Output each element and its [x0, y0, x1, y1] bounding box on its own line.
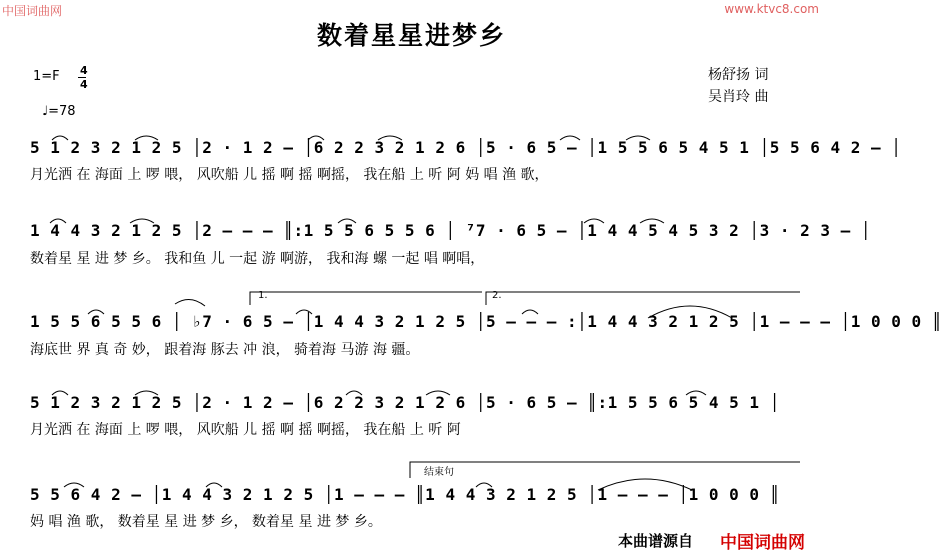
tempo-mark: ♩=78: [42, 104, 76, 119]
lyrics-row-3: 海底世 界 真 奇 妙， 跟着海 豚去 冲 浪， 骑着海 马游 海 疆。: [30, 342, 420, 358]
coda-label: 结束句: [424, 467, 454, 478]
song-title: 数着星星进梦乡: [316, 21, 506, 50]
source-label: 本曲谱源自: [618, 532, 694, 550]
composer-credit: 吴肖玲 曲: [708, 89, 769, 105]
lyrics-row-1: 月光洒 在 海面 上 啰 喂， 风吹船 儿 摇 啊 摇 啊摇， 我在船 上 听 阿 妈 唱 渔 歌，: [30, 167, 549, 183]
volta-2: 2.: [492, 290, 502, 301]
lyrics-row-5: 妈 唱 渔 歌， 数着星 星 进 梦 乡， 数着星 星 进 梦 乡。: [30, 514, 382, 530]
key-signature: 1=F: [33, 69, 60, 84]
watermark-right: www.ktvc8.com: [724, 2, 819, 16]
volta-1: 1.: [258, 290, 268, 301]
notation-row-2: 1 4 4 3 2 1 2 5 │2 – – – ║:1 5 5 6 5 5 6 │ ⁷7 · 6 5 – │1 4 4 5 4 5 3 2 │3 · 2 3 – │: [30, 221, 872, 240]
watermark-left: 中国词曲网: [2, 4, 63, 18]
time-bottom: 4: [80, 78, 88, 91]
lyrics-row-2: 数着星 星 进 梦 乡。 我和鱼 儿 一起 游 啊游， 我和海 螺 一起 唱 啊唱，: [30, 251, 485, 267]
lyricist-credit: 杨舒扬 词: [708, 67, 769, 83]
source-brand: 中国词曲网: [720, 533, 805, 553]
notation-row-4: 5 1 2 3 2 1 2 5 │2 · 1 2 – │6 2 2 3 2 1 2 6 │5 · 6 5 – ║:1 5 5 6 5 4 5 1 │: [30, 393, 780, 412]
notation-row-3: 1 5 5 6 5 5 6 │ ♭7 · 6 5 – │1 4 4 3 2 1 2 5 │5 – – – :│1 4 4 3 2 1 2 5 │1 – – – │1 0 0 0 ║: [30, 312, 942, 331]
lyrics-row-4: 月光洒 在 海面 上 啰 喂， 风吹船 儿 摇 啊 摇 啊摇， 我在船 上 听 阿: [30, 422, 461, 438]
notation-row-1: 5 1 2 3 2 1 2 5 │2 · 1 2 – │6 2 2 3 2 1 2 6 │5 · 6 5 – │1 5 5 6 5 4 5 1 │5 5 6 4 2 – │: [30, 138, 902, 157]
notation-row-5: 5 5 6 4 2 – │1 4 4 3 2 1 2 5 │1 – – – ║1 4 4 3 2 1 2 5 │1 – – – │1 0 0 0 ║: [30, 485, 780, 504]
time-top: 4: [80, 64, 88, 77]
